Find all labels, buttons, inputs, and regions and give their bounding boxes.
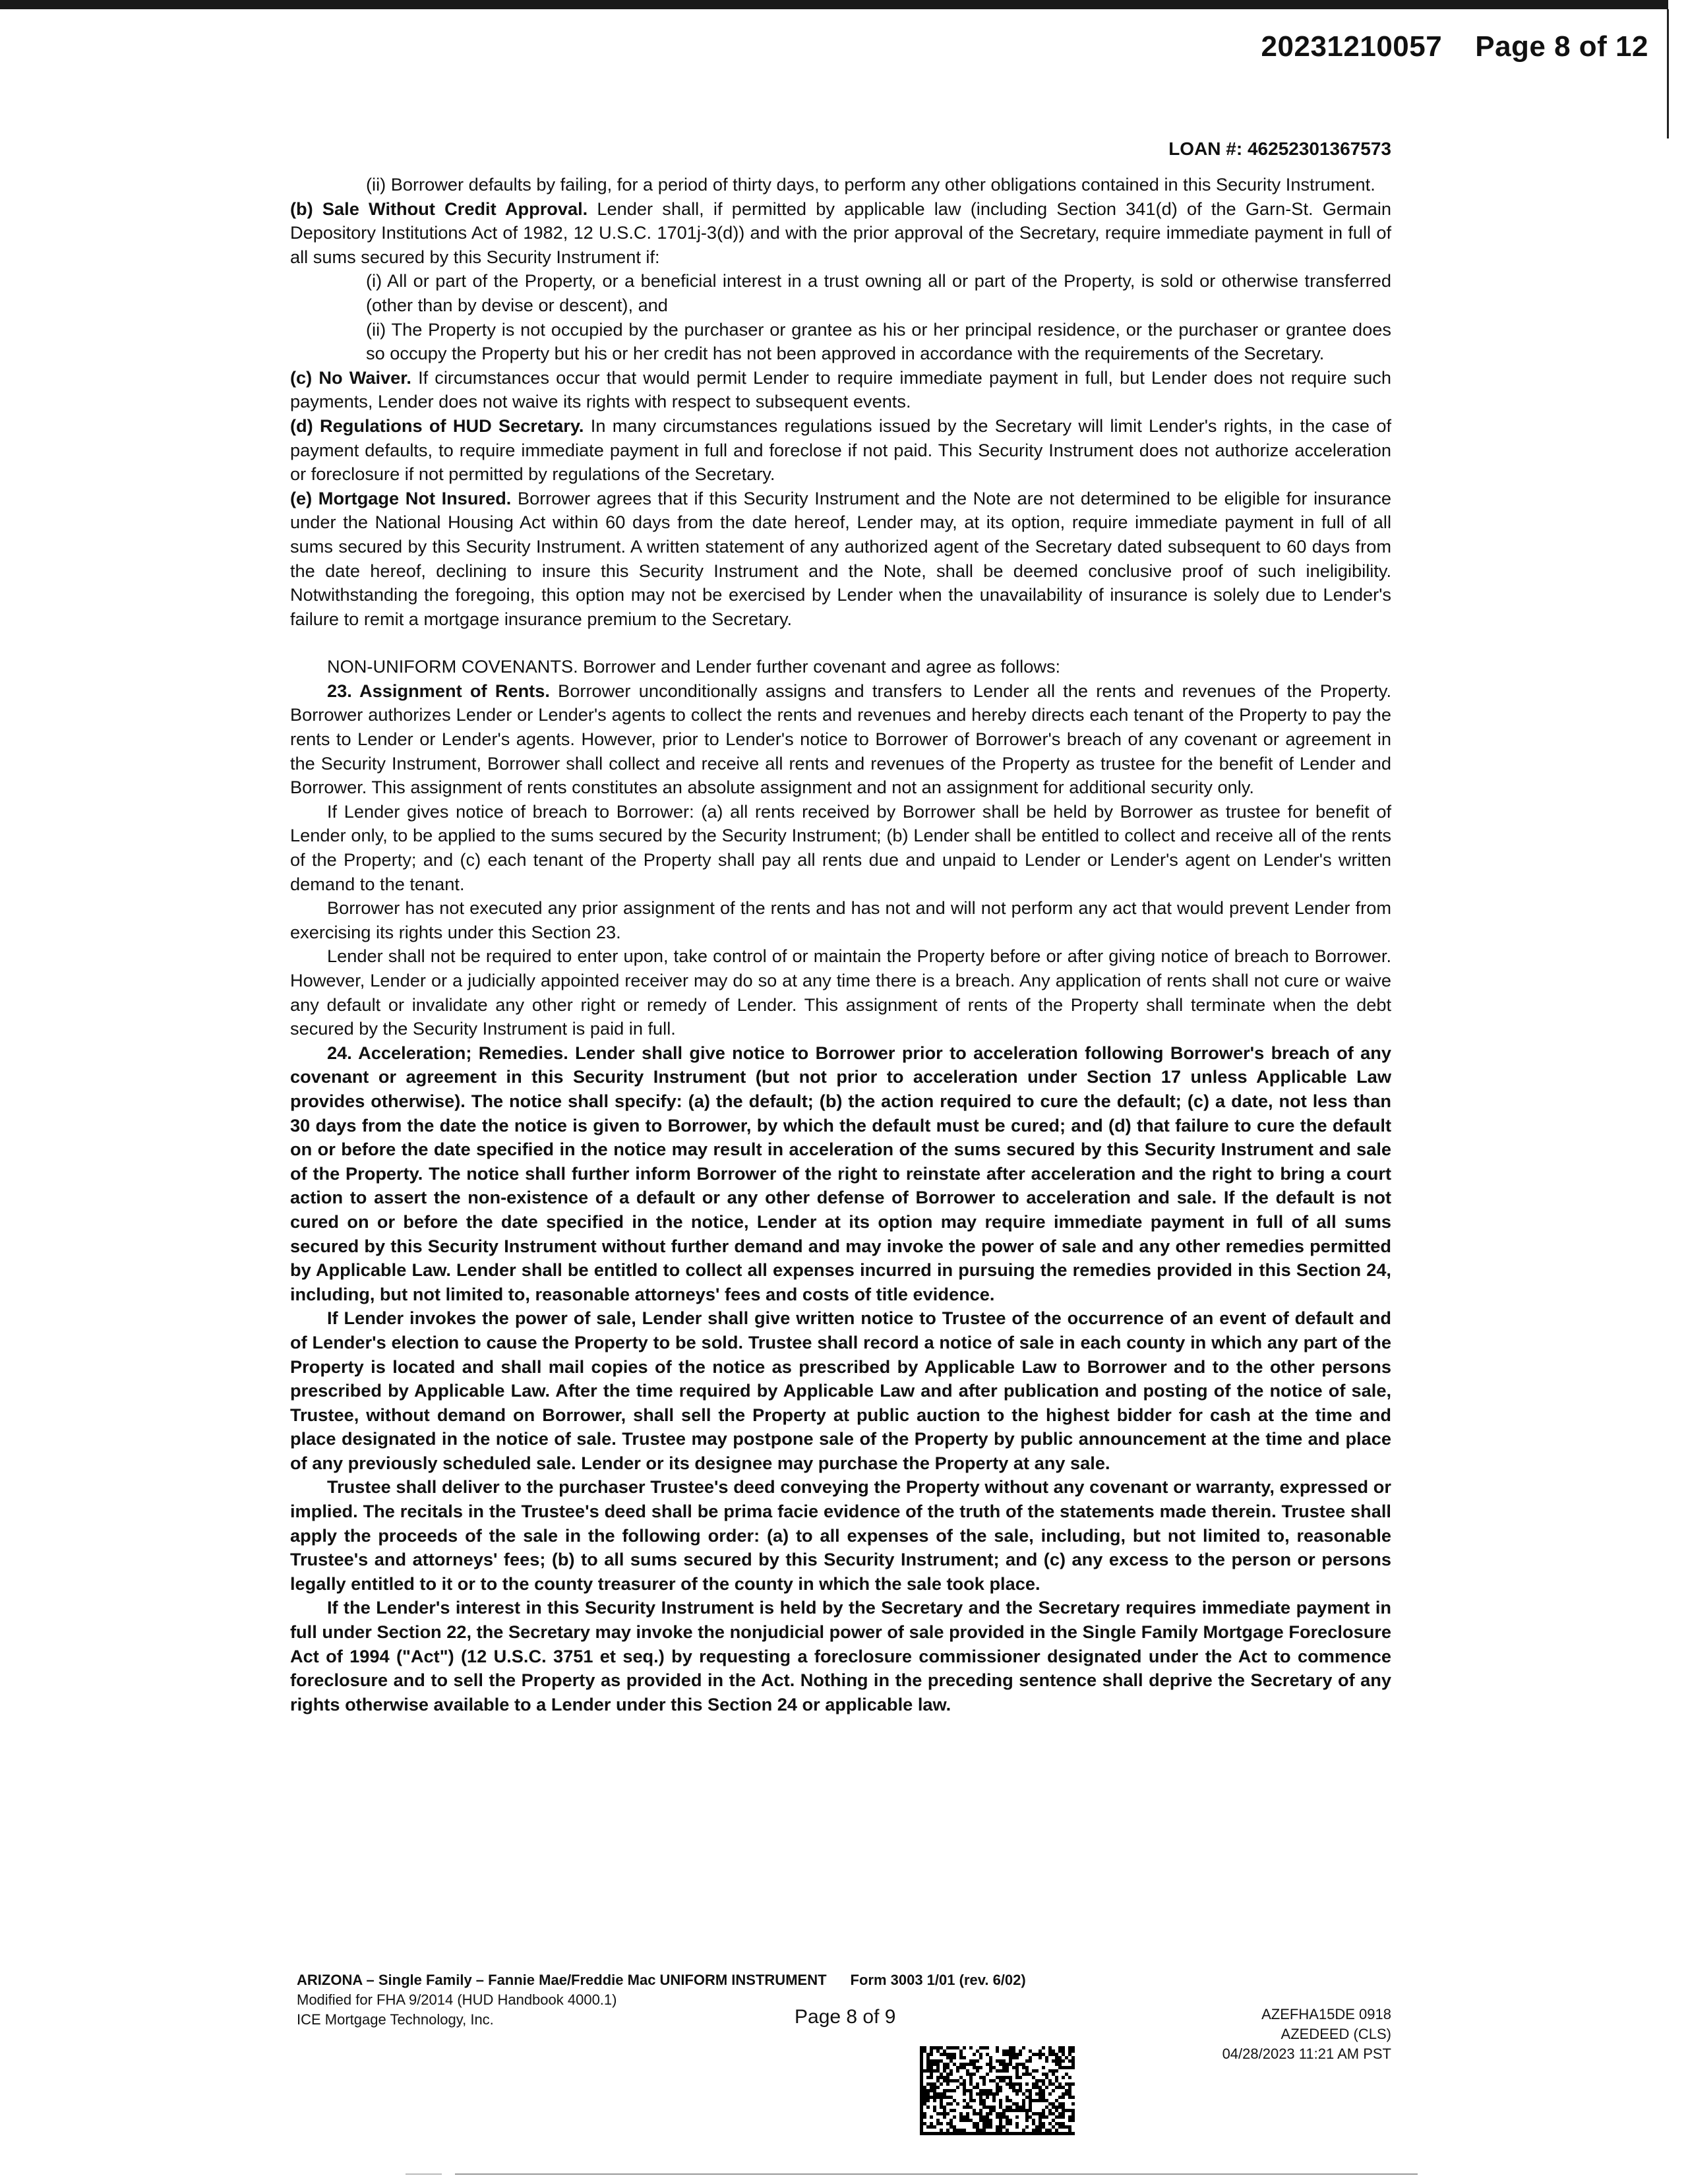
scan-edge-line [1667,9,1669,138]
paragraph: 24. Acceleration; Remedies. Lender shall give notice to Borrower prior to acceleration following Borrower's breach of any covenant or agreement in this Security Instrument (but not prior to acceleration under Section 17 unless Applicable Law provides otherwise). The notice shall specify: (a) the default; (b) the action required to cure the default; (c) a date, not less than 30 days from the date the notice is given to Borrower, by which the default must be cured; and (d) that failure to cure the default on or before the date specified in the notice may result in acceleration of the sums secured by this Security Instrument and sale of the Property. The notice shall further inform Borrower of the right to reinstate after acceleration and the right to bring a court action to assert the non-existence of a default or any other defense of Borrower to acceleration and sale. If the default is not cured on or before the date specified in the notice, Lender at its option may require immediate payment in full of all sums secured by this Security Instrument without further demand and may invoke the power of sale and any other remedies permitted by Applicable Law. Lender shall be entitled to collect all expenses incurred in pursuing the remedies provided in this Section 24, including, but not limited to, reasonable attorneys' fees and costs of title evidence. [290,1042,1391,1304]
deed-code: AZEDEED (CLS) [1281,2026,1391,2042]
paragraph: (d) Regulations of HUD Secretary. In many circumstances regulations issued by the Secretary will limit Lender's rights, in the case of payment defaults, to require immediate payment in full and foreclose if not paid. This Security Instrument does not authorize acceleration or foreclosure if not permitted by regulations of the Secretary. [290,415,1392,485]
footer-modified-line: Modified for FHA 9/2014 (HUD Handbook 4000.1) [297,1991,617,2008]
paragraph: Borrower has not executed any prior assignment of the rents and has not and will not perform any act that would prevent Lender from exercising its rights under this Section 23. [290,897,1391,942]
footer-instrument-line: ARIZONA – Single Family – Fannie Mae/Freddie Mac UNIFORM INSTRUMENT Form 3003 1/01 (rev. 6/02) [297,1972,1026,1988]
paragraph: (ii) Borrower defaults by failing, for a period of thirty days, to perform any other obligations contained in this Security Instrument. [366,174,1375,195]
section-heading: 23. Assignment of Rents. [327,680,550,701]
divider [406,2173,442,2175]
section-heading: (b) Sale Without Credit Approval. [290,198,588,219]
section-heading: (c) No Waiver. [290,367,411,388]
footer-page-number: Page 8 of 9 [795,2006,896,2028]
paragraph: If Lender gives notice of breach to Borrower: (a) all rents received by Borrower shall be held by Borrower as trustee for benefit of Lender only, to be applied to the sums secured by the Security Instrument; (b) Lender shall be entitled to collect and receive all of the rents of the Property; and (c) each tenant of the Property shall pay all rents due and unpaid to Lender or Lender's agent on Lender's written demand to the tenant. [290,801,1391,894]
section-heading: (e) Mortgage Not Insured. [290,487,512,508]
form-code: AZEFHA15DE 0918 [1261,2006,1391,2022]
paragraph: Trustee shall deliver to the purchaser Trustee's deed conveying the Property without any covenant or warranty, expressed or implied. The recitals in the Trustee's deed shall be prima facie evidence of the truth of the statements made therein. Trustee shall apply the proceeds of the sale in the following order: (a) to all expenses of the sale, including, but not limited to, reasonable Trustee's and attorneys' fees; (b) to all sums secured by this Security Instrument; and (c) any excess to the person or persons legally entitled to it or to the county treasurer of the county in which the sale took place. [290,1476,1391,1594]
print-timestamp: 04/28/2023 11:21 AM PST [1222,2046,1391,2062]
paragraph: If Lender invokes the power of sale, Lender shall give written notice to Trustee of the occurrence of an event of default and of Lender's election to cause the Property to be sold. Trustee shall record a notice of sale in each county in which any part of the Property is located and shall mail copies of the notice as prescribed by Applicable Law to Borrower and to the other persons prescribed by Applicable Law. After the time required by Applicable Law and after publication and posting of the notice of sale, Trustee, without demand on Borrower, shall sell the Property at public auction to the highest bidder for cash at the time and place designated in the notice of sale. Trustee may postpone sale of the Property by public announcement at the time and place of any previously scheduled sale. Lender or its designee may purchase the Property at any sale. [290,1308,1391,1473]
paragraph: (c) No Waiver. If circumstances occur that would permit Lender to require immediate payment in full, but Lender does not require such payments, Lender does not waive its rights with respect to subsequent events. [290,367,1391,412]
paragraph: NON-UNIFORM COVENANTS. Borrower and Lender further covenant and agree as follows: [327,656,1061,677]
paragraph: Lender shall not be required to enter upon, take control of or maintain the Property before or after giving notice of breach to Borrower. However, Lender or a judicially appointed receiver may do so at any time there is a breach. Any application of rents shall not cure or waive any default or invalidate any other right or remedy of Lender. This assignment of rents of the Property shall terminate when the debt secured by the Security Instrument is paid in full. [290,946,1391,1039]
scan-top-border [0,0,1668,9]
divider [455,2173,1418,2175]
paragraph: If the Lender's interest in this Security Instrument is held by the Secretary and the Secretary requires immediate payment in full under Section 22, the Secretary may invoke the nonjudicial power of sale provided in the Single Family Mortgage Foreclosure Act of 1994 ("Act") (12 U.S.C. 3751 et seq.) by requesting a foreclosure commissioner designated under the Act to commence foreclosure and to sell the Property as provided in the Act. Nothing in the preceding sentence shall deprive the Secretary of any rights otherwise available to a Lender under this Section 24 or applicable law. [290,1597,1391,1714]
paragraph: (b) Sale Without Credit Approval. Lender shall, if permitted by applicable law (including Section 341(d) of the Garn-St. Germain Depository Institutions Act of 1982, 12 U.S.C. 1701j-3(d)) and with the prior approval of the Secretary, require immediate payment in full of all sums secured by this Security Instrument if: [290,198,1391,267]
form-number: Form 3003 1/01 (rev. 6/02) [850,1972,1026,1988]
paragraph: (i) All or part of the Property, or a beneficial interest in a trust owning all or part of the Property, is sold or otherwise transferred (other than by devise or descent), and [366,270,1391,315]
loan-number: LOAN #: 46252301367573 [1168,138,1391,159]
document-number: 20231210057 [1261,30,1443,63]
footer-codes [1222,2005,1391,2064]
page-counter: Page 8 of 12 [1475,30,1648,63]
footer-vendor-line: ICE Mortgage Technology, Inc. [297,2011,494,2028]
qr-barcode-icon [920,2046,1075,2135]
section-heading: (d) Regulations of HUD Secretary. [290,415,584,436]
recording-header [1228,30,1648,63]
paragraph: (e) Mortgage Not Insured. Borrower agrees that if this Security Instrument and the Note are not determined to be eligible for insurance under the National Housing Act within 60 days from the date hereof, Lender may, at its option, require immediate payment in full of all sums secured by this Security Instrument. A written statement of any authorized agent of the Secretary dated subsequent to 60 days from the date hereof, declining to insure this Security Instrument and the Note, shall be deemed conclusive proof of such ineligibility. Notwithstanding the foregoing, this option may not be exercised by Lender when the unavailability of insurance is solely due to Lender's failure to remit a mortgage insurance premium to the Secretary. [290,487,1391,629]
paragraph: 23. Assignment of Rents. Borrower unconditionally assigns and transfers to Lender all the rents and revenues of the Property. Borrower authorizes Lender or Lender's agents to collect the rents and revenues and hereby directs each tenant of the Property to pay the rents to Lender or Lender's agents. However, prior to Lender's notice to Borrower of Borrower's breach of any covenant or agreement in the Security Instrument, Borrower shall collect and receive all rents and revenues of the Property as trustee for the benefit of Lender and Borrower. This assignment of rents constitutes an absolute assignment and not an assignment for additional security only. [290,680,1391,798]
paragraph: (ii) The Property is not occupied by the purchaser or grantee as his or her principal residence, or the purchaser or grantee does so occupy the Property but his or her credit has not been approved in accordance with the requirements of the Secretary. [366,318,1391,364]
document-body [290,173,1391,1716]
